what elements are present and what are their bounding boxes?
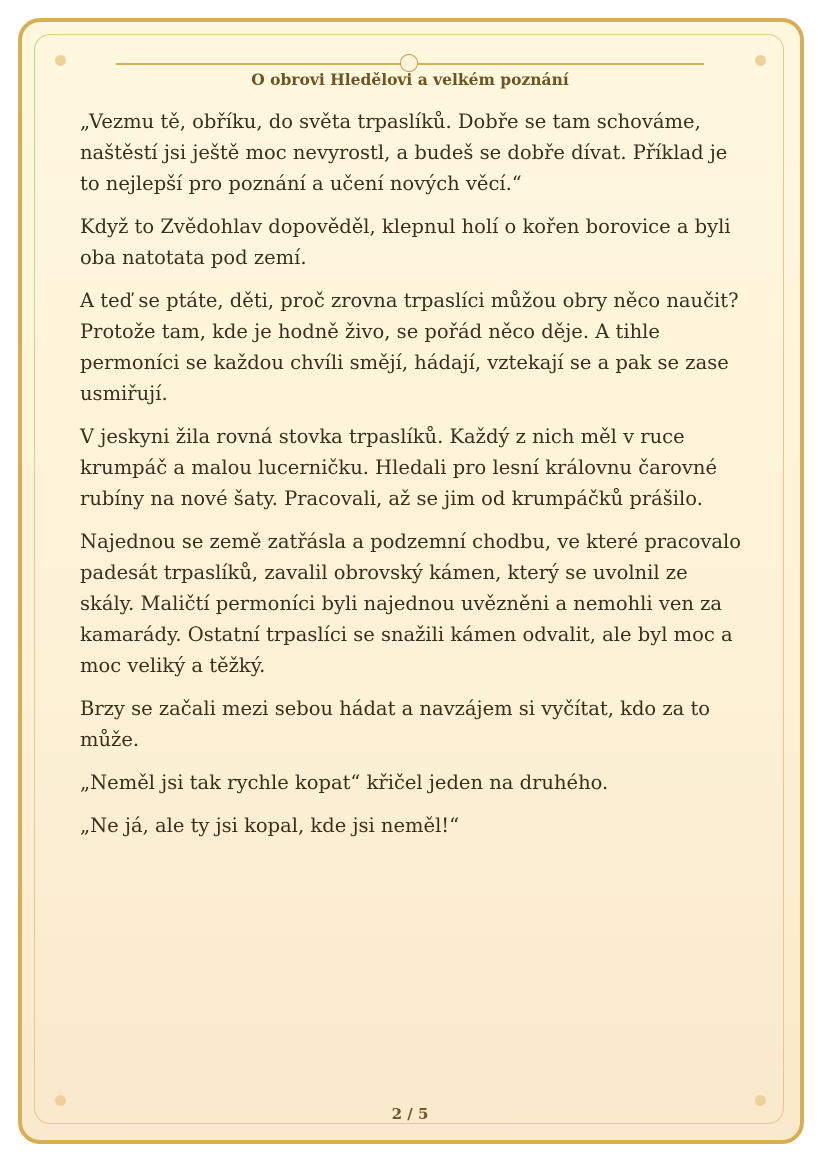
page-number: 2 / 5 — [391, 1105, 429, 1123]
paragraph: Najednou se země zatřásla a podzemní chodbu, ve které pracovalo padesát trpaslíků, zavalil obrovský kámen, který se uvolnil ze skály. Maličtí permoníci byli najednou uvězněni a nemohli ven za kamarády. Ostatní trpaslíci se snažili kámen odvalit, ale byl moc a moc veliký a těžký. — [80, 530, 742, 677]
paragraph: „Vezmu tě, obříku, do světa trpaslíků. Dobře se tam schováme, naštěstí jsi ještě moc nevyrostl, a budeš se dobře dívat. Příklad je to nejlepší pro poznání a učení nových věcí.“ — [80, 110, 728, 195]
paragraph: V jeskyni žila rovná stovka trpaslíků. Každý z nich měl v ruce krumpáč a malou lucerničku. Hledali pro lesní královnu čarovné rubíny na nové šaty. Pracovali, až se jim od krumpáčků prášilo. — [80, 425, 718, 510]
paragraph: „Neměl jsi tak rychle kopat“ křičel jeden na druhého. — [80, 771, 609, 794]
paragraph: A teď se ptáte, děti, proč zrovna trpaslíci můžou obry něco naučit? Protože tam, kde je hodně živo, se pořád něco děje. A tihle permoníci se každou chvíli smějí, hádají, vztekají se a pak se zase usmiřují. — [80, 289, 739, 405]
paragraph: „Ne já, ale ty jsi kopal, kde jsi neměl!“ — [80, 814, 460, 837]
running-title: O obrovi Hledělovi a velkém poznání — [251, 70, 569, 89]
paragraph: Brzy se začali mezi sebou hádat a navzájem si vyčítat, kdo za to může. — [80, 697, 711, 751]
corner-ornament-top-right — [755, 55, 766, 66]
corner-ornament-top-left — [55, 55, 66, 66]
story-body — [80, 106, 745, 853]
paragraph: Když to Zvědohlav dopověděl, klepnul holí o kořen borovice a byli oba natotata pod zemí. — [80, 215, 731, 269]
